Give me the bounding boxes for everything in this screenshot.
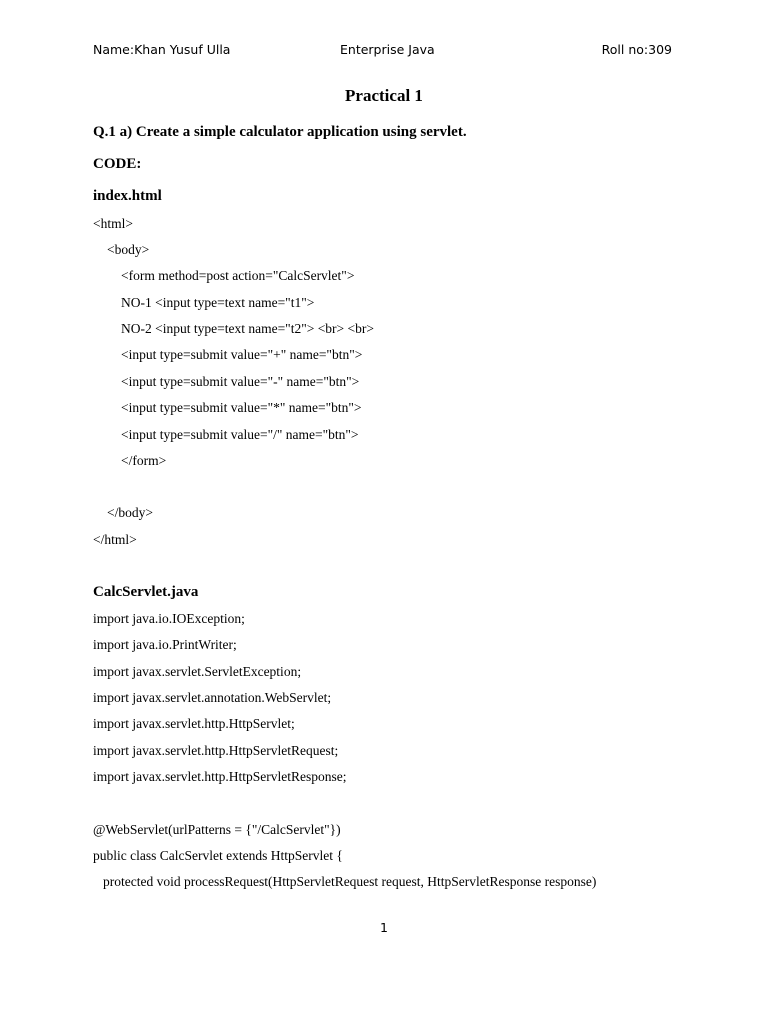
code-line: public class CalcServlet extends HttpServlet { [93, 848, 343, 863]
code-line: <input type=submit value="/" name="btn"> [121, 427, 359, 442]
code-line: import javax.servlet.annotation.WebServlet; [93, 690, 332, 705]
code-line: import javax.servlet.ServletException; [93, 664, 302, 679]
code-line: @WebServlet(urlPatterns = {"/CalcServlet"}) [93, 822, 341, 837]
question-heading: Q.1 a) Create a simple calculator application using servlet. [93, 124, 467, 140]
page-title: Practical 1 [345, 86, 423, 105]
code-line: </html> [93, 532, 137, 547]
calcservlet-filename: CalcServlet.java [93, 584, 199, 600]
code-line: <html> [93, 216, 133, 231]
code-line: import java.io.PrintWriter; [93, 637, 237, 652]
header-subject: Enterprise Java [340, 42, 435, 57]
page-number: 1 [380, 920, 388, 935]
code-line: <input type=submit value="*" name="btn"> [121, 400, 362, 415]
code-line: </body> [107, 505, 153, 520]
code-line: import javax.servlet.http.HttpServletRequest; [93, 743, 339, 758]
code-line: <body> [107, 242, 150, 257]
page-header [93, 42, 672, 60]
code-line: import javax.servlet.http.HttpServlet; [93, 716, 295, 731]
code-line: </form> [121, 453, 167, 468]
code-line: <input type=submit value="-" name="btn"> [121, 374, 360, 389]
code-line: import javax.servlet.http.HttpServletResponse; [93, 769, 347, 784]
code-line: protected void processRequest(HttpServletRequest request, HttpServletResponse response) [103, 874, 597, 889]
header-student-name: Name:Khan Yusuf Ulla [93, 42, 231, 57]
code-heading: CODE: [93, 156, 142, 172]
header-roll-number: Roll no:309 [601, 42, 672, 57]
code-line: import java.io.IOException; [93, 611, 245, 626]
index-html-filename: index.html [93, 188, 162, 204]
code-line: NO-1 <input type=text name="t1"> [121, 295, 315, 310]
code-line: NO-2 <input type=text name="t2"> <br> <br> [121, 321, 375, 336]
code-line: <input type=submit value="+" name="btn"> [121, 347, 363, 362]
code-line: <form method=post action="CalcServlet"> [121, 268, 355, 283]
